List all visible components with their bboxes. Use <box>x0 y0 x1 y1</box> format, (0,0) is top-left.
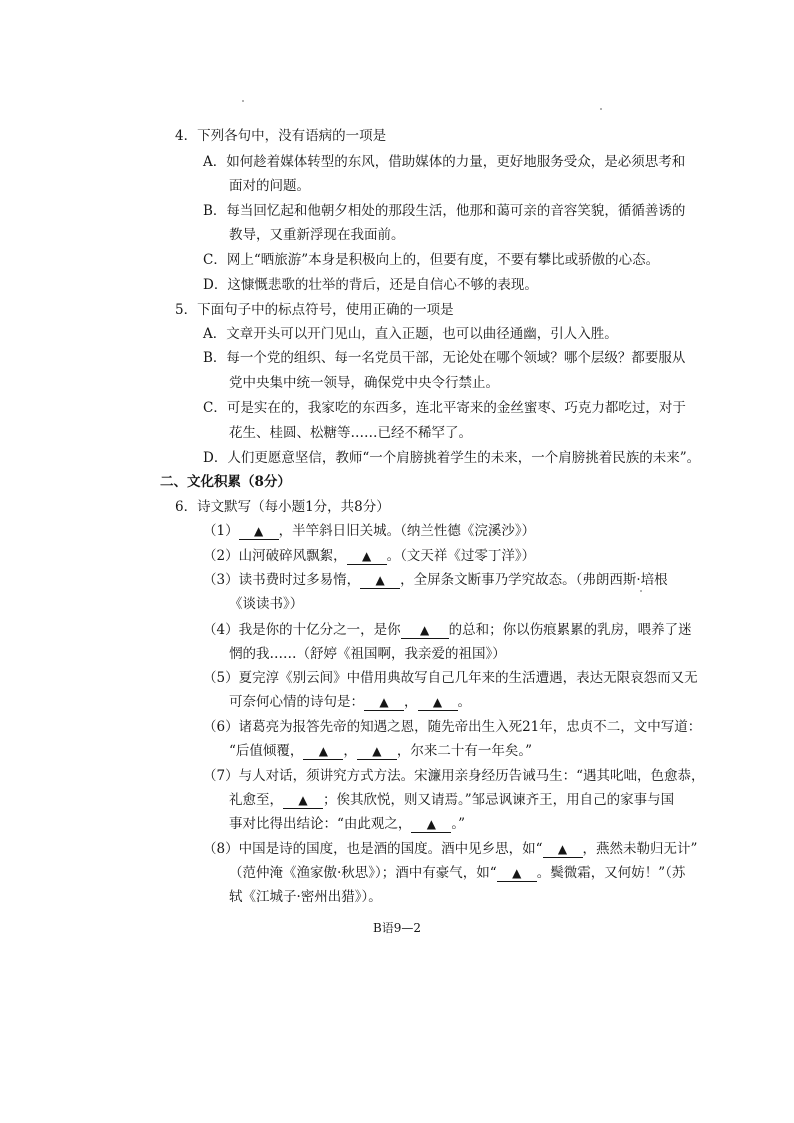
question-4-stem: 4．下列各句中，没有语病的一项是 <box>175 128 387 144</box>
question-5-option-a: A．文章开头可以开门见山，直入正题，也可以曲径通幽，引人入胜。 <box>203 326 618 342</box>
question-4-option-c: C．网上“晒旅游”本身是积极向上的，但要有度，不要有攀比或骄傲的心态。 <box>203 252 660 268</box>
question-4-option-a: A．如何趁着媒体转型的东风，借助媒体的力量，更好地服务受众，是必须思考和 <box>203 154 686 170</box>
q6-item-4-cont: 惘的我……（舒婷《祖国啊，我亲爱的祖国》） <box>229 646 506 662</box>
q6-item-5-cont <box>229 692 471 712</box>
answer-blank[interactable]: ▲ <box>497 865 537 882</box>
answer-blank[interactable]: ▲ <box>357 743 397 760</box>
q6-8-prefix-2: （范仲淹《渔家傲·秋思》）；酒中有豪气，如“ <box>229 865 497 881</box>
q6-item-5: （5）夏完淳《别云间》中借用典故写自己几年来的生活遭遇，表达无限哀怨而又无 <box>203 670 698 686</box>
q6-item-8-cont <box>229 863 685 883</box>
q6-item-4 <box>203 620 692 640</box>
scan-speck <box>600 108 602 110</box>
q6-item-6-cont <box>229 741 532 761</box>
q6-4-prefix: （4）我是你的十亿分之一，是你 <box>203 622 401 638</box>
answer-blank[interactable]: ▲ <box>239 523 279 540</box>
q6-item-8 <box>203 839 697 859</box>
question-4-option-b: B．每当回忆起和他朝夕相处的那段生活，他那和蔼可亲的音容笑貌，循循善诱的 <box>203 203 686 219</box>
q6-8-suffix: ，燕然未勒归无计” <box>582 841 698 857</box>
answer-blank[interactable]: ▲ <box>283 792 323 809</box>
q6-2-prefix: （2）山河破碎风飘絮， <box>203 548 347 564</box>
page-footer-label: B语9—2 <box>372 921 422 935</box>
question-5-option-c: C．可是实在的，我家吃的东西多，连北平寄来的金丝蜜枣、巧克力都吃过，对于 <box>203 400 686 416</box>
q6-item-8-cont-2: 轼《江城子·密州出猎》）。 <box>229 889 382 905</box>
q6-6-prefix: “后值倾覆， <box>229 743 304 759</box>
answer-blank[interactable]: ▲ <box>401 622 449 639</box>
q6-1-suffix: ，半竿斜日旧关城。（纳兰性德《浣溪沙》） <box>278 523 536 539</box>
question-4-option-b-cont: 教导，又重新浮现在我面前。 <box>229 227 405 243</box>
q6-item-7-cont <box>229 790 674 810</box>
question-5-option-d: D．人们更愿意坚信，教师“一个肩膀挑着学生的未来，一个肩膀挑着民族的未来”。 <box>203 450 701 466</box>
question-4-option-a-cont: 面对的问题。 <box>229 178 310 194</box>
q6-item-7: （7）与人对话，须讲究方式方法。宋濂用亲身经历告诫马生：“遇其叱咄，色愈恭， <box>203 768 705 784</box>
q6-2-suffix: 。（文天祥《过零丁洋》） <box>386 548 536 564</box>
q6-8-suffix-2: 。鬓微霜，又何妨！”（苏 <box>536 865 686 881</box>
section-2-heading: 二、文化积累（8分） <box>160 474 291 490</box>
q6-item-3 <box>203 570 668 590</box>
scan-speck <box>640 590 642 592</box>
answer-blank[interactable]: ▲ <box>418 694 458 711</box>
answer-blank[interactable]: ▲ <box>543 841 583 858</box>
q6-1-prefix: （1） <box>203 523 239 539</box>
q6-4-suffix: 的总和；你以伤痕累累的乳房，喂养了迷 <box>448 622 692 638</box>
q6-7-suffix-2: 。” <box>451 816 466 832</box>
q6-5-sep: ， <box>404 694 418 710</box>
q6-5-prefix: 可奈何心情的诗句是： <box>229 694 364 710</box>
scan-speck <box>242 100 244 102</box>
answer-blank[interactable]: ▲ <box>360 572 400 589</box>
q6-item-3-cont: 《谈读书》） <box>229 596 304 612</box>
q6-item-1 <box>203 521 535 541</box>
q6-item-2 <box>203 546 535 566</box>
q6-7-prefix-2: 事对比得出结论：“由此观之， <box>229 816 412 832</box>
answer-blank[interactable]: ▲ <box>303 743 343 760</box>
q6-6-sep: ， <box>343 743 357 759</box>
q6-7-suffix: ；俟其欣悦，则又请焉。”邹忌讽谏齐王，用自己的家事与国 <box>323 792 675 808</box>
answer-blank[interactable]: ▲ <box>364 694 404 711</box>
question-5-stem: 5．下面句子中的标点符号，使用正确的一项是 <box>175 302 454 318</box>
q6-item-7-cont-2 <box>229 814 465 834</box>
q6-5-suffix: 。 <box>457 694 471 710</box>
question-5-option-b: B．每一个党的组织、每一名党员干部，无论处在哪个领域？哪个层级？都要服从 <box>203 350 686 366</box>
question-4-option-d: D．这慷慨悲歌的壮举的背后，还是自信心不够的表现。 <box>203 277 538 293</box>
q6-3-suffix: ，全屏条文断事乃学究故态。（弗朗西斯·培根 <box>400 572 668 588</box>
question-5-option-c-cont: 花生、桂圆、松糖等……已经不稀罕了。 <box>229 425 472 441</box>
answer-blank[interactable]: ▲ <box>347 548 387 565</box>
answer-blank[interactable]: ▲ <box>411 816 451 833</box>
q6-7-prefix: 礼愈至， <box>229 792 283 808</box>
q6-6-suffix: ，尔来二十有一年矣。” <box>396 743 533 759</box>
q6-3-prefix: （3）读书费时过多易惰， <box>203 572 361 588</box>
question-6-stem: 6．诗文默写（每小题1分，共8分） <box>175 499 390 515</box>
q6-item-6: （6）诸葛亮为报答先帝的知遇之恩，随先帝出生入死21年，忠贞不二，文中写道： <box>203 719 702 735</box>
q6-8-prefix: （8）中国是诗的国度，也是酒的国度。酒中见乡思，如“ <box>203 841 543 857</box>
question-5-option-b-cont: 党中央集中统一领导，确保党中央令行禁止。 <box>229 375 499 391</box>
